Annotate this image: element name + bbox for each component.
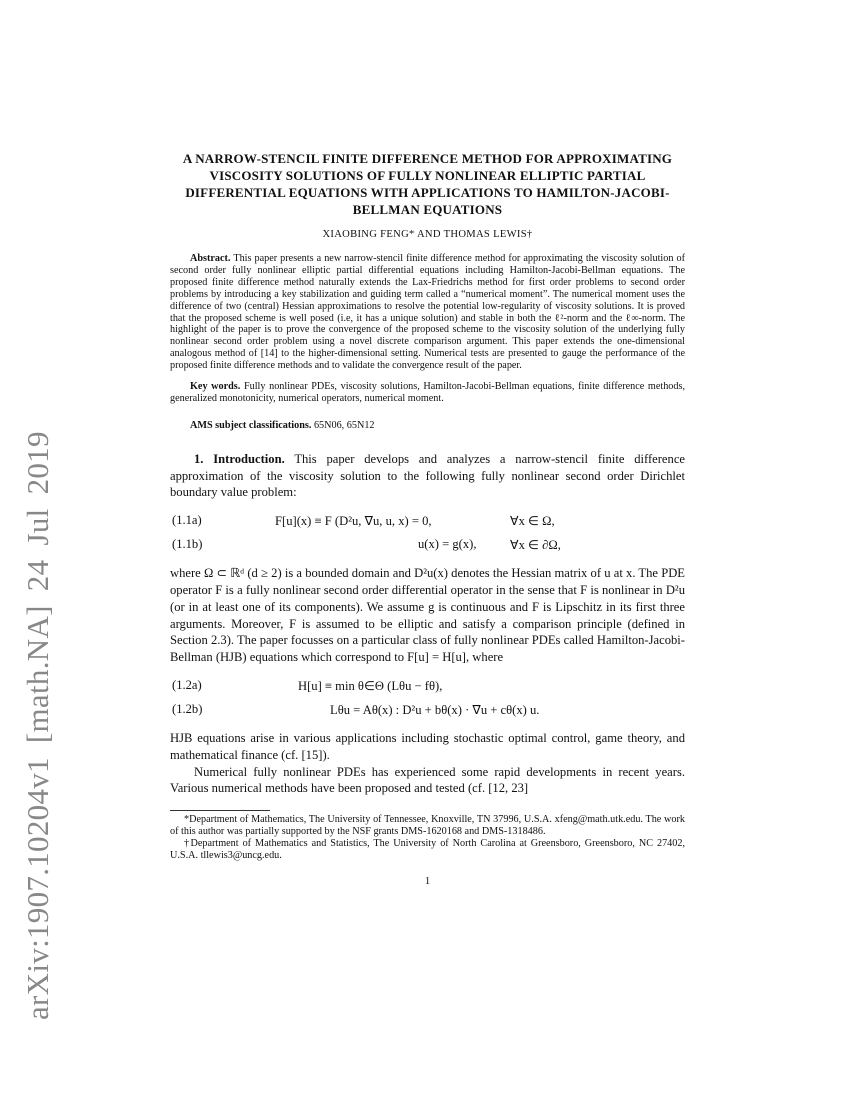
equation-tag: (1.1a) [172,513,202,528]
footnote-rule [170,810,270,811]
equation-body: Lθu = Aθ(x) : D²u + bθ(x) · ∇u + cθ(x) u. [330,702,540,717]
paper-title: A NARROW-STENCIL FINITE DIFFERENCE METHOD FOR APPROXIMATING VISCOSITY SOLUTIONS OF FULLY NONLINEAR ELLIPTIC PARTIAL DIFFERENTIAL EQUATIONS WITH APPLICATIONS TO HAMILTON-JACOBI-BELLMAN EQUATIONS [182,151,673,217]
abstract [170,253,685,372]
equation-group-1-1 [170,509,685,557]
equation-1-2b [170,698,685,722]
equation-1-1a [170,509,685,533]
equation-tag: (1.2b) [172,701,203,716]
equation-condition: ∀x ∈ ∂Ω, [510,538,561,553]
body-paragraph: HJB equations arise in various applications including stochastic optimal control, game theory, and mathematical finance (cf. [15]). [170,730,685,762]
page-number: 1 [424,875,431,887]
footnotes [170,814,685,862]
body-paragraph: Numerical fully nonlinear PDEs has experienced some rapid developments in recent years. Various numerical methods have been proposed and tested (cf. [12, 23] [170,764,685,796]
arxiv-side-stamp: arXiv:1907.10204v1 [math.NA] 24 Jul 2019 [20,431,55,1020]
abstract-text: This paper presents a new narrow-stencil finite difference method for approximating the viscosity solution of second order fully nonlinear elliptic partial differential equations including Hamilton-Jacobi-Bellman equations. The proposed finite difference method naturally extends the Lax-Friedrichs method for first order problems to second order problems by introducing a key stabilization and guiding term called a “numerical moment”. The numerical moment uses the difference of two (central) Hessian approximations to resolve the potential low-regularity of viscosity solutions. It is proved that the proposed scheme is well posed (i.e, it has a unique solution) and stable in both the ℓ²-norm and the ℓ∞-norm. The highlight of the paper is to prove the convergence of the proposed scheme to the viscosity solution of the underlying fully nonlinear second order problem using a novel discrete comparison argument. This paper extends the one-dimensional analogous method of [14] to the higher-dimensional setting. Numerical tests are presented to gauge the performance of the proposed finite difference methods and to validate the convergence result of the paper. [170,253,685,372]
ams-text: 65N06, 65N12 [313,419,375,431]
equation-1-1b [170,533,685,557]
footnote-1: *Department of Mathematics, The University of Tennessee, Knoxville, TN 37996, U.S.A. xfeng@math.utk.edu. The work of this author was partially supported by the NSF grants DMS-1620168 and DMS-1318486. [170,814,685,838]
section-heading: 1. Introduction. [194,451,285,466]
equation-tag: (1.2a) [172,677,202,692]
keywords-text: Fully nonlinear PDEs, viscosity solutions, Hamilton-Jacobi-Bellman equations, finite difference methods, generalized monotonicity, numerical operators, numerical moment. [170,381,685,404]
footnote-2: †Department of Mathematics and Statistics, The University of North Carolina at Greensboro, Greensboro, NC 27402, U.S.A. tllewis3@uncg.edu. [170,837,685,861]
abstract-label: Abstract. [190,253,231,264]
equation-body: F[u](x) ≡ F (D²u, ∇u, u, x) = 0, [275,514,432,529]
keywords-label: Key words. [190,381,241,393]
introduction-text: This paper develops and analyzes a narrow-stencil finite difference approximation of the viscosity solution to the following fully nonlinear second order Dirichlet boundary value problem: [170,451,686,500]
ams-label: AMS subject classifications. [190,419,312,431]
equation-body: u(x) = g(x), [418,537,477,552]
body-paragraph: where Ω ⊂ ℝᵈ (d ≥ 2) is a bounded domain and D²u(x) denotes the Hessian matrix of u at x. The PDE operator F is a fully nonlinear second order differential operator in the sense that F is nonlinear in D²u (or in at least one of its components). We assume g is continuous and F is Lipschitz in its first three arguments. Moreover, F is assumed to be elliptic and satisfy a comparison principle (defined in Section 2.3). The paper focusses on a particular class of fully nonlinear PDEs called Hamilton-Jacobi-Bellman (HJB) equations which correspond to F[u] = H[u], where [170,566,685,665]
equation-tag: (1.1b) [172,537,203,552]
ams-classifications [170,420,685,432]
page-content [170,150,685,887]
paper-authors: XIAOBING FENG* AND THOMAS LEWIS† [322,229,533,240]
equation-condition: ∀x ∈ Ω, [510,514,555,529]
keywords [170,381,685,405]
equation-body: H[u] ≡ min θ∈Θ (Lθu − fθ), [298,678,443,693]
equation-group-1-2 [170,674,685,722]
equation-1-2a [170,674,685,698]
introduction-paragraph [170,451,685,501]
